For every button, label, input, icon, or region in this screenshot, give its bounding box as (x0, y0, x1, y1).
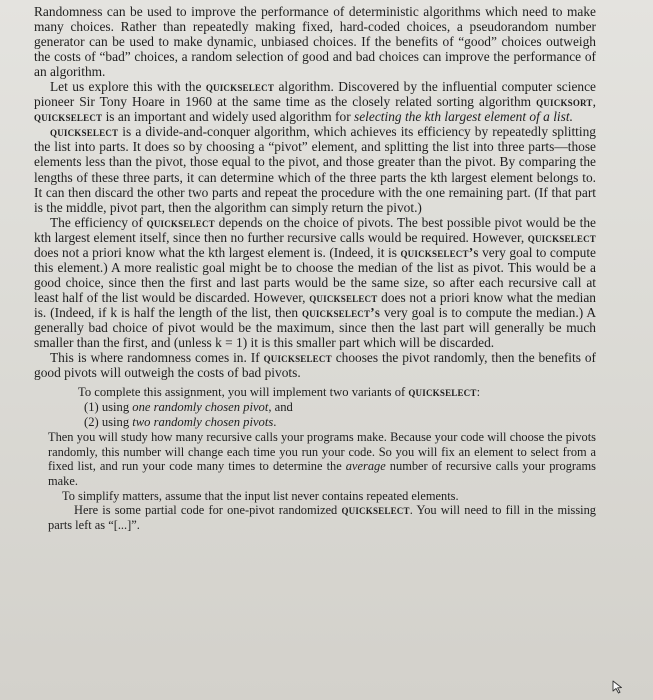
text: number of recursive calls your programs make. (48, 459, 596, 488)
paragraph-randomness (34, 350, 596, 380)
text: , (592, 94, 596, 110)
paragraph-simplify: To simplify matters, assume that the input list never contains repeated elements. (62, 488, 459, 503)
emphasis: one randomly chosen pivot (132, 400, 269, 415)
text: (2) using (84, 415, 133, 430)
task-intro (78, 385, 596, 400)
task-item-one-pivot (84, 400, 596, 415)
text: Then you will study how many recursive calls your programs make. Because your code will choose the pivots randomly, this number will change each time you run your code. So you will fix an element to select from a fixed list, and run your code many times to determine the (48, 430, 596, 474)
text: very goal is to compute the median.) A generally bad choice of pivot would be the maximum, since then the last part will generally be much smaller than the first, and (unless k = 1) it is this smaller part which will be discarded. (34, 304, 596, 351)
term-quickselect: quickselect (205, 79, 275, 95)
text: chooses the pivot randomly, then the benefits of good pivots will outweigh the costs of bad pivots. (34, 350, 596, 381)
pointer-cursor-icon (611, 680, 625, 694)
paragraph-divide-conquer (34, 124, 596, 214)
assignment-task (78, 385, 596, 430)
text: This is where randomness comes in. If (50, 350, 264, 366)
emphasis-average: average (345, 459, 386, 474)
paragraph-hoare (34, 79, 596, 124)
text: depends on the choice of pivots. The best possible pivot would be the kth largest element itself, since then no further recursive calls would be required. However, (34, 214, 596, 245)
text: Here is some partial code for one-pivot randomized (74, 503, 342, 518)
text: is a divide-and-conquer algorithm, which achieves its efficiency by repeatedly splitting the list into parts. It does so by choosing a “pivot” element, and splitting the list into three parts—those elements less than the pivot, those equal to the pivot, and those greater than the pivot. By comparing the lengths of these three parts, it can determine which of the three parts the kth largest element belongs to. It can then discard the other two parts and repeat the procedure with the one remaining part. (If that part is the middle, pivot part, then the algorithm can simply return the pivot.) (34, 124, 596, 215)
paragraph-partial-code (48, 503, 596, 532)
term-quickselect: quickselect (309, 289, 378, 305)
text: . You will need to fill in the missing parts left as “[...]”. (48, 503, 597, 532)
term-quickselect: quickselect (341, 503, 410, 518)
text: does not a priori know what the kth largest element is. (Indeed, it is (34, 244, 401, 260)
text: very goal to compute this element.) A more realistic goal might be to choose the median of the list as pivot. This would be a good choice, since then the first and last parts would be the same size, so after each recursive call at least half of the list would be discarded. However, (34, 244, 596, 305)
text: Let us explore this with the (50, 79, 206, 95)
term-quicksort: quicksort (536, 94, 593, 110)
text: : (476, 385, 481, 400)
term-quickselect: quickselect (50, 124, 119, 140)
assignment-details (48, 430, 596, 532)
text: (1) using (84, 400, 133, 415)
term-quickselect: quickselect (146, 214, 215, 230)
text: , and (268, 400, 293, 415)
text: To complete this assignment, you will implement two variants of (78, 385, 409, 400)
emphasis-definition: selecting the kth largest element of a list. (354, 109, 573, 125)
paragraph-recursive-calls (48, 430, 596, 488)
emphasis: two randomly chosen pivots (132, 415, 274, 430)
term-quickselect: quickselect (263, 350, 332, 366)
term-quickselect: quickselect (408, 385, 477, 400)
term-quickselect: quickselect (527, 229, 596, 245)
term-quickselect: quickselect’s (400, 244, 479, 260)
text: The efficiency of (50, 214, 147, 230)
document-body (34, 4, 596, 532)
paragraph-efficiency (34, 215, 596, 350)
text: . (273, 415, 277, 430)
task-item-two-pivots (84, 415, 596, 430)
text: is an important and widely used algorithm for (102, 109, 355, 125)
text: does not a priori know what the median is. (Indeed, if k is half the length of the list, then (34, 289, 596, 320)
term-quickselect: quickselect’s (301, 304, 381, 320)
paragraph-intro: Randomness can be used to improve the performance of deterministic algorithms which need to make many choices. Rather than repeatedly making fixed, hard-coded choices, a pseudorandom number generator can be used to make dynamic, unbiased choices. If the benefits of “good” choices outweigh the costs of “bad” choices, a random selection of good and bad choices can improve the performance of an algorithm. (34, 4, 596, 80)
term-quickselect: quickselect (34, 109, 103, 125)
text: algorithm. Discovered by the influential computer science pioneer Sir Tony Hoare in 1960 at the same time as the closely related sorting algorithm (34, 79, 596, 110)
